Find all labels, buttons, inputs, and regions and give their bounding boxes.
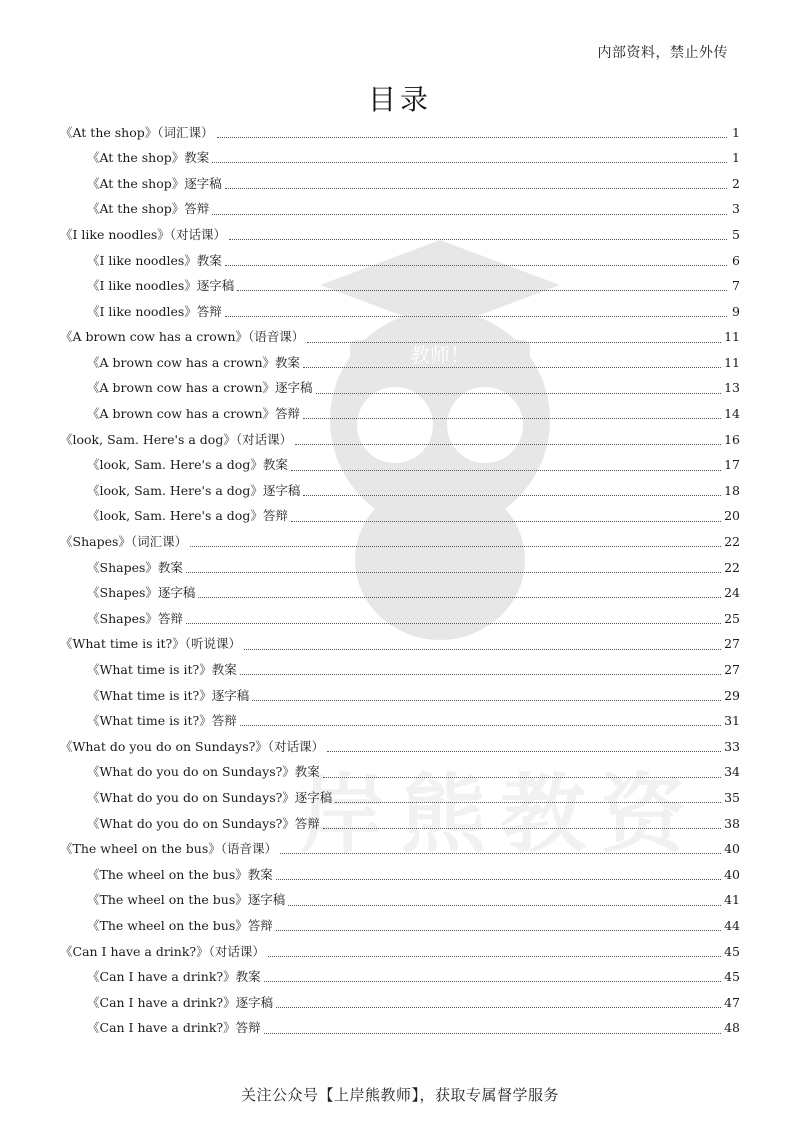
toc-subentry[interactable] [60, 606, 740, 632]
toc-entry-title: 《I like noodles》教案 [87, 252, 222, 268]
toc-page-number: 45 [724, 943, 740, 959]
toc-subentry[interactable] [60, 913, 740, 939]
toc-entry-title: 《What do you do on Sundays?》逐字稿 [87, 789, 333, 805]
toc-subentry[interactable] [60, 990, 740, 1016]
toc-entry-title: 《I like noodles》答辩 [87, 303, 222, 319]
watermark-banner-text: 教师！ [410, 343, 470, 367]
toc-subentry[interactable] [60, 581, 740, 607]
toc-page-number: 22 [724, 534, 740, 550]
toc-page-number: 2 [732, 175, 740, 191]
toc-dot-leader [291, 520, 721, 522]
toc-entry-title: 《What time is it?》逐字稿 [87, 687, 250, 703]
toc-dot-leader [212, 213, 727, 215]
toc-page-number: 33 [724, 738, 740, 754]
toc-subentry[interactable] [60, 274, 740, 300]
toc-entry-title: 《What do you do on Sundays?》教案 [87, 764, 320, 780]
toc-page-number: 3 [732, 201, 740, 217]
toc-page-number: 47 [724, 994, 740, 1010]
toc-subentry[interactable] [60, 709, 740, 735]
toc-subentry[interactable] [60, 299, 740, 325]
toc-dot-leader [323, 827, 721, 829]
toc-entry-title: 《What time is it?》教案 [87, 662, 237, 678]
toc-page-number: 7 [732, 278, 740, 294]
toc-subentry[interactable] [60, 657, 740, 683]
toc-dot-leader [225, 315, 727, 317]
page-title: 目录 [367, 83, 432, 116]
toc-page-number: 14 [724, 406, 740, 422]
toc-entry-title: 《What do you do on Sundays?》答辩 [87, 815, 320, 831]
toc-entry-title: 《What do you do on Sundays?》（对话课） [60, 738, 325, 754]
toc-subentry[interactable] [60, 197, 740, 223]
toc-subentry[interactable] [60, 376, 740, 402]
toc-entry-title: 《A brown cow has a crown》逐字稿 [87, 380, 313, 396]
toc-entry-title: 《Shapes》（词汇课） [60, 534, 188, 550]
toc-subentry[interactable] [60, 478, 740, 504]
toc-dot-leader [229, 238, 727, 240]
toc-entry-title: 《look, Sam. Here's a dog》教案 [87, 457, 288, 473]
toc-page-number: 17 [724, 457, 740, 473]
toc-entry-title: 《At the shop》（词汇课） [60, 124, 214, 140]
toc-page-number: 11 [724, 329, 740, 345]
toc-page-number: 16 [724, 431, 740, 447]
toc-page-number: 1 [732, 150, 740, 166]
toc-entry-title: 《At the shop》逐字稿 [87, 175, 222, 191]
toc-entry-title: 《look, Sam. Here's a dog》答辩 [87, 508, 288, 524]
toc-subentry[interactable] [60, 504, 740, 530]
footer-promo-text: 关注公众号【上岸熊教师】，获取专属督学服务 [240, 1086, 559, 1104]
toc-entry-title: 《The wheel on the bus》逐字稿 [87, 892, 286, 908]
toc-section-entry[interactable] [60, 734, 740, 760]
toc-subentry[interactable] [60, 350, 740, 376]
toc-subentry[interactable] [60, 171, 740, 197]
toc-dot-leader [212, 161, 727, 163]
toc-dot-leader [264, 1032, 721, 1034]
toc-entry-title: 《At the shop》教案 [87, 150, 210, 166]
confidential-note: 内部资料，禁止外传 [597, 45, 728, 61]
toc-subentry[interactable] [60, 965, 740, 991]
toc-subentry[interactable] [60, 453, 740, 479]
toc-page-number: 6 [732, 252, 740, 268]
toc-dot-leader [240, 724, 721, 726]
toc-dot-leader [303, 494, 721, 496]
toc-dot-leader [276, 878, 721, 880]
toc-section-entry[interactable] [60, 632, 740, 658]
toc-subentry[interactable] [60, 248, 740, 274]
toc-page-number: 44 [724, 917, 740, 933]
toc-page-number: 40 [724, 866, 740, 882]
toc-entry-title: 《The wheel on the bus》教案 [87, 866, 273, 882]
toc-entry-title: 《Shapes》逐字稿 [87, 585, 196, 601]
toc-subentry[interactable] [60, 402, 740, 428]
toc-section-entry[interactable] [60, 325, 740, 351]
toc-dot-leader [291, 469, 721, 471]
toc-dot-leader [217, 136, 728, 138]
toc-entry-title: 《A brown cow has a crown》（语音课） [60, 329, 305, 345]
toc-dot-leader [268, 955, 721, 957]
toc-dot-leader [335, 801, 721, 803]
toc-page-number: 29 [724, 687, 740, 703]
toc-entry-title: 《What time is it?》（听说课） [60, 636, 241, 652]
toc-dot-leader [186, 622, 721, 624]
toc-section-entry[interactable] [60, 530, 740, 556]
toc-page-number: 27 [724, 636, 740, 652]
toc-page-number: 48 [724, 1020, 740, 1036]
toc-page-number: 35 [724, 789, 740, 805]
toc-page-number: 22 [724, 559, 740, 575]
toc-entry-title: 《Can I have a drink?》教案 [87, 969, 261, 985]
toc-section-entry[interactable] [60, 837, 740, 863]
toc-entry-title: 《Can I have a drink?》（对话课） [60, 943, 265, 959]
toc-dot-leader [303, 366, 721, 368]
toc-section-entry[interactable] [60, 939, 740, 965]
toc-dot-leader [327, 750, 721, 752]
toc-subentry[interactable] [60, 555, 740, 581]
toc-page-number: 13 [724, 380, 740, 396]
toc-dot-leader [288, 904, 721, 906]
toc-subentry[interactable] [60, 811, 740, 837]
toc-dot-leader [190, 545, 721, 547]
toc-entry-title: 《I like noodles》（对话课） [60, 226, 227, 242]
toc-page-number: 45 [724, 969, 740, 985]
toc-page-number: 5 [732, 226, 740, 242]
toc-page-number: 11 [724, 354, 740, 370]
toc-dot-leader [198, 596, 721, 598]
toc-entry-title: 《What time is it?》答辩 [87, 713, 237, 729]
toc-subentry[interactable] [60, 888, 740, 914]
toc-page-number: 25 [724, 610, 740, 626]
toc-entry-title: 《I like noodles》逐字稿 [87, 278, 235, 294]
toc-page-number: 41 [724, 892, 740, 908]
toc-dot-leader [252, 699, 721, 701]
toc-subentry[interactable] [60, 862, 740, 888]
toc-dot-leader [276, 929, 721, 931]
toc-entry-title: 《Can I have a drink?》答辩 [87, 1020, 261, 1036]
toc-entry-title: 《At the shop》答辩 [87, 201, 210, 217]
toc-subentry[interactable] [60, 785, 740, 811]
toc-subentry[interactable] [60, 683, 740, 709]
toc-page-number: 18 [724, 482, 740, 498]
toc-entry-title: 《The wheel on the bus》答辩 [87, 917, 273, 933]
toc-entry-title: 《A brown cow has a crown》答辩 [87, 406, 300, 422]
toc-dot-leader [323, 776, 721, 778]
toc-page-number: 31 [724, 713, 740, 729]
toc-entry-title: 《look, Sam. Here's a dog》逐字稿 [87, 482, 301, 498]
toc-page-number: 40 [724, 841, 740, 857]
toc-dot-leader [225, 187, 727, 189]
toc-subentry[interactable] [60, 760, 740, 786]
toc-entry-title: 《A brown cow has a crown》教案 [87, 354, 300, 370]
toc-entry-title: 《Shapes》教案 [87, 559, 183, 575]
table-of-contents [60, 120, 740, 1041]
toc-page-number: 9 [732, 303, 740, 319]
toc-subentry[interactable] [60, 1016, 740, 1042]
toc-page-number: 34 [724, 764, 740, 780]
toc-dot-leader [264, 980, 721, 982]
toc-page-number: 1 [732, 124, 740, 140]
toc-dot-leader [225, 264, 727, 266]
toc-subentry[interactable] [60, 146, 740, 172]
toc-dot-leader [244, 648, 721, 650]
toc-page-number: 20 [724, 508, 740, 524]
toc-dot-leader [237, 289, 727, 291]
toc-dot-leader [240, 673, 721, 675]
toc-section-entry[interactable] [60, 222, 740, 248]
toc-dot-leader [276, 1006, 721, 1008]
toc-dot-leader [295, 443, 721, 445]
watermark-brand-text: 岸熊教资 [300, 765, 700, 865]
toc-dot-leader [316, 392, 722, 394]
toc-entry-title: 《Shapes》答辩 [87, 610, 183, 626]
toc-entry-title: 《look, Sam. Here's a dog》（对话课） [60, 431, 293, 447]
toc-entry-title: 《Can I have a drink?》逐字稿 [87, 994, 274, 1010]
toc-page-number: 27 [724, 662, 740, 678]
toc-dot-leader [303, 417, 721, 419]
toc-page-number: 38 [724, 815, 740, 831]
toc-entry-title: 《The wheel on the bus》（语音课） [60, 841, 277, 857]
toc-dot-leader [280, 852, 721, 854]
toc-page-number: 24 [724, 585, 740, 601]
toc-section-entry[interactable] [60, 427, 740, 453]
toc-section-entry[interactable] [60, 120, 740, 146]
toc-dot-leader [307, 341, 721, 343]
toc-dot-leader [186, 571, 721, 573]
